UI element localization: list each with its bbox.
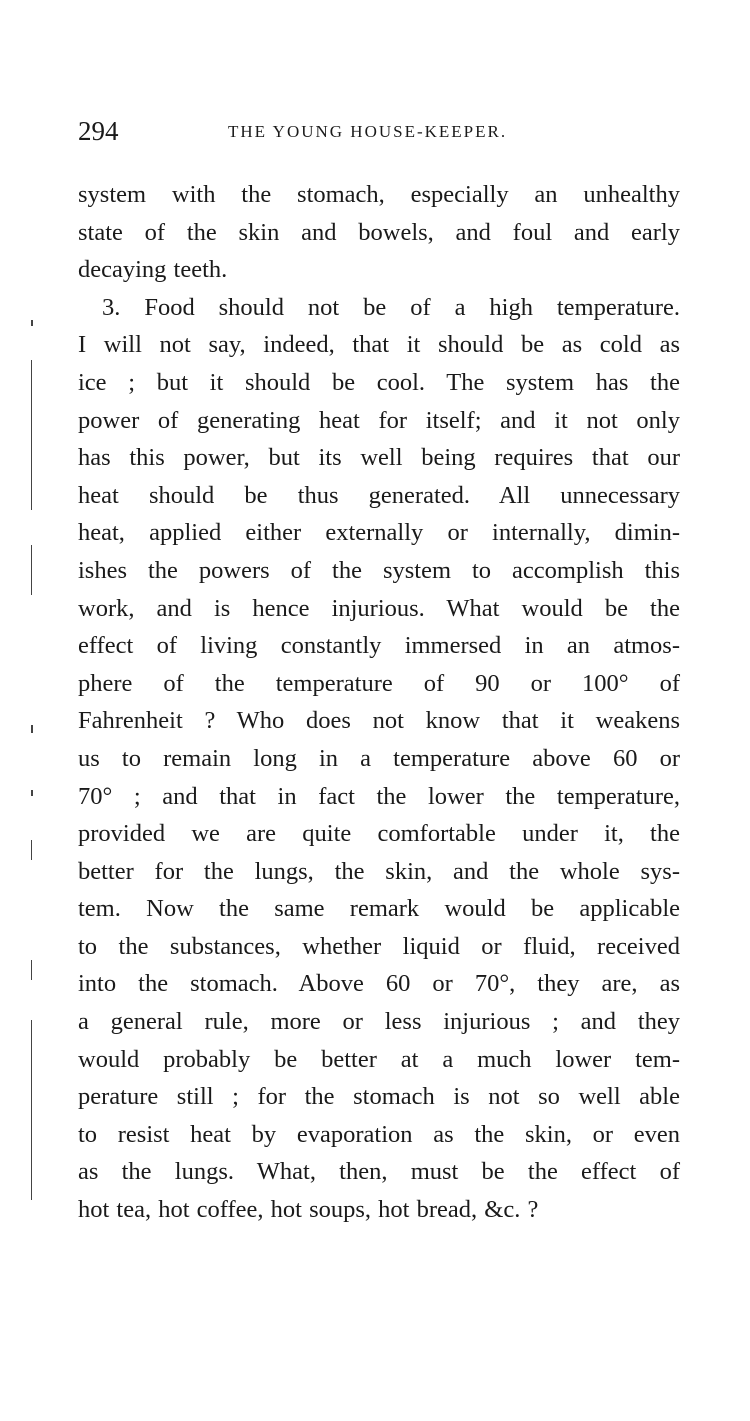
page-body-text (78, 176, 680, 1229)
text-line: 70° ; and that in fact the lower the temperature, (78, 782, 680, 810)
text-line: system with the stomach, especially an unhealthy (78, 181, 680, 208)
text-line: a general rule, more or less injurious ; and they (78, 1008, 680, 1036)
text-line: to the substances, whether liquid or fluid, received (78, 932, 680, 960)
running-title: THE YOUNG HOUSE-KEEPER. (228, 122, 508, 141)
text-line: provided we are quite comfortable under it, the (78, 820, 680, 848)
text-line: Fahrenheit ? Who does not know that it weakens (78, 707, 680, 735)
text-line: has this power, but its well being requires that our (78, 444, 680, 472)
text-line: state of the skin and bowels, and foul and early (78, 218, 680, 246)
page-number: 294 (78, 116, 119, 146)
text-line: perature still ; for the stomach is not so well able (78, 1083, 680, 1111)
text-line: heat should be thus generated. All unnecessary (78, 481, 680, 509)
text-line: as the lungs. What, then, must be the effect of (78, 1158, 680, 1186)
text-line: heat, applied either externally or internally, dimin- (78, 519, 680, 547)
text-line: phere of the temperature of 90 or 100° of (78, 669, 680, 697)
text-line: better for the lungs, the skin, and the whole sys- (78, 857, 680, 885)
text-line: decaying teeth. (78, 256, 228, 284)
text-line: power of generating heat for itself; and it not only (78, 406, 680, 434)
text-line: work, and is hence injurious. What would be the (78, 594, 680, 622)
text-line: ice ; but it should be cool. The system has the (78, 368, 680, 396)
text-line: I will not say, indeed, that it should be as cold as (78, 331, 680, 359)
text-line: would probably be better at a much lower tem- (78, 1045, 680, 1073)
text-line: effect of living constantly immersed in an atmos- (78, 632, 680, 660)
text-line: tem. Now the same remark would be applicable (78, 895, 680, 923)
scan-margin-marks (28, 320, 38, 1220)
text-line: into the stomach. Above 60 or 70°, they are, as (78, 970, 680, 998)
text-line: hot tea, hot coffee, hot soups, hot bread, &c. ? (78, 1196, 539, 1224)
text-line: ishes the powers of the system to accomplish this (78, 556, 680, 584)
running-header (78, 116, 680, 152)
text-line: to resist heat by evaporation as the skin, or even (78, 1120, 680, 1148)
text-line: 3. Food should not be of a high temperature. (102, 293, 680, 321)
text-line: us to remain long in a temperature above 60 or (78, 744, 680, 772)
